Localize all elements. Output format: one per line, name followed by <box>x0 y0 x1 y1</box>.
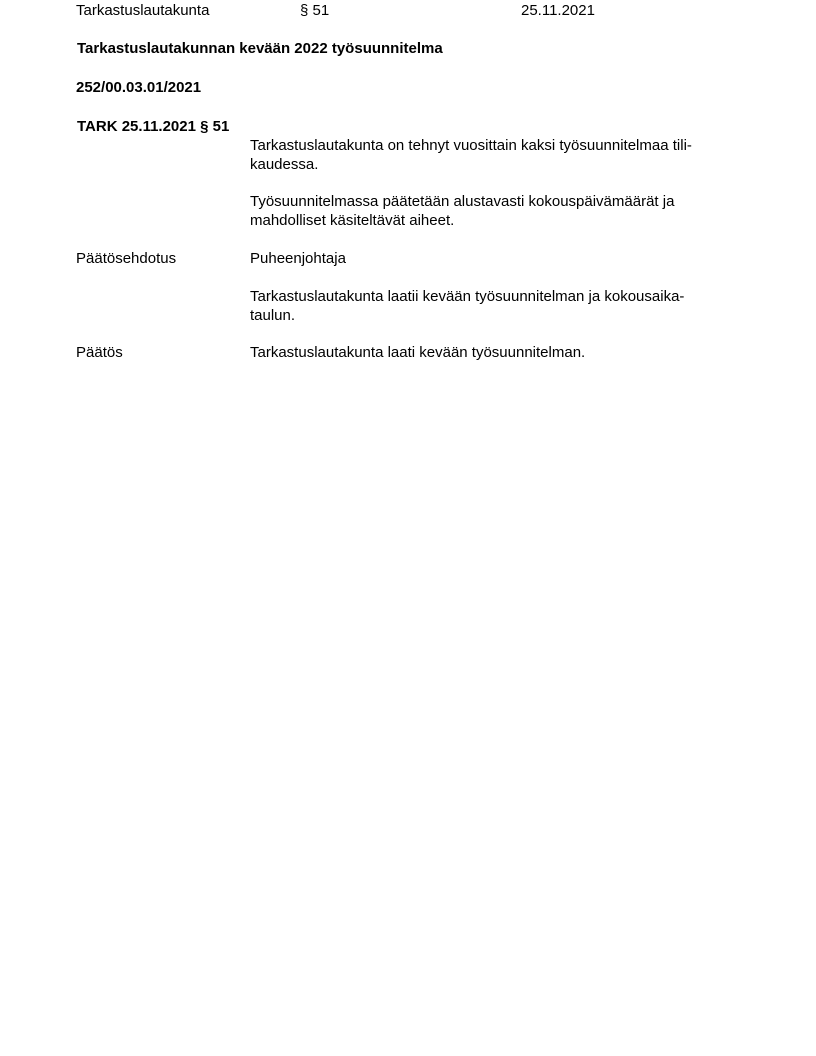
intro-paragraph <box>250 192 750 230</box>
intro-paragraph <box>250 136 750 174</box>
header-meeting-date: 25.11.2021 <box>521 2 595 19</box>
proposal-proposer: Puheenjohtaja <box>250 250 346 267</box>
document-title: Tarkastuslautakunnan kevään 2022 työsuunnitelma <box>77 40 443 57</box>
proposal-label: Päätösehdotus <box>76 250 177 267</box>
proposal-text-line: taulun. <box>250 307 296 324</box>
meeting-reference: TARK 25.11.2021 § 51 <box>77 118 230 135</box>
intro-paragraph-line: mahdolliset käsiteltävät aiheet. <box>250 212 455 229</box>
decision-text: Tarkastuslautakunta laati kevään työsuunnitelman. <box>250 344 586 361</box>
intro-paragraph-line: Työsuunnitelmassa päätetään alustavasti kokouspäivämäärät ja <box>250 193 675 210</box>
proposal-text <box>250 287 750 325</box>
intro-paragraph-line: Tarkastuslautakunta on tehnyt vuosittain kaksi työsuunnitelmaa tili- <box>250 137 692 154</box>
header-section-number: § 51 <box>300 2 330 19</box>
decision-label: Päätös <box>76 344 123 361</box>
intro-paragraph-line: kaudessa. <box>250 156 319 173</box>
header-board-name: Tarkastuslautakunta <box>76 2 210 19</box>
record-number: 252/00.03.01/2021 <box>76 79 202 96</box>
proposal-text-line: Tarkastuslautakunta laatii kevään työsuunnitelman ja kokousaika- <box>250 288 685 305</box>
